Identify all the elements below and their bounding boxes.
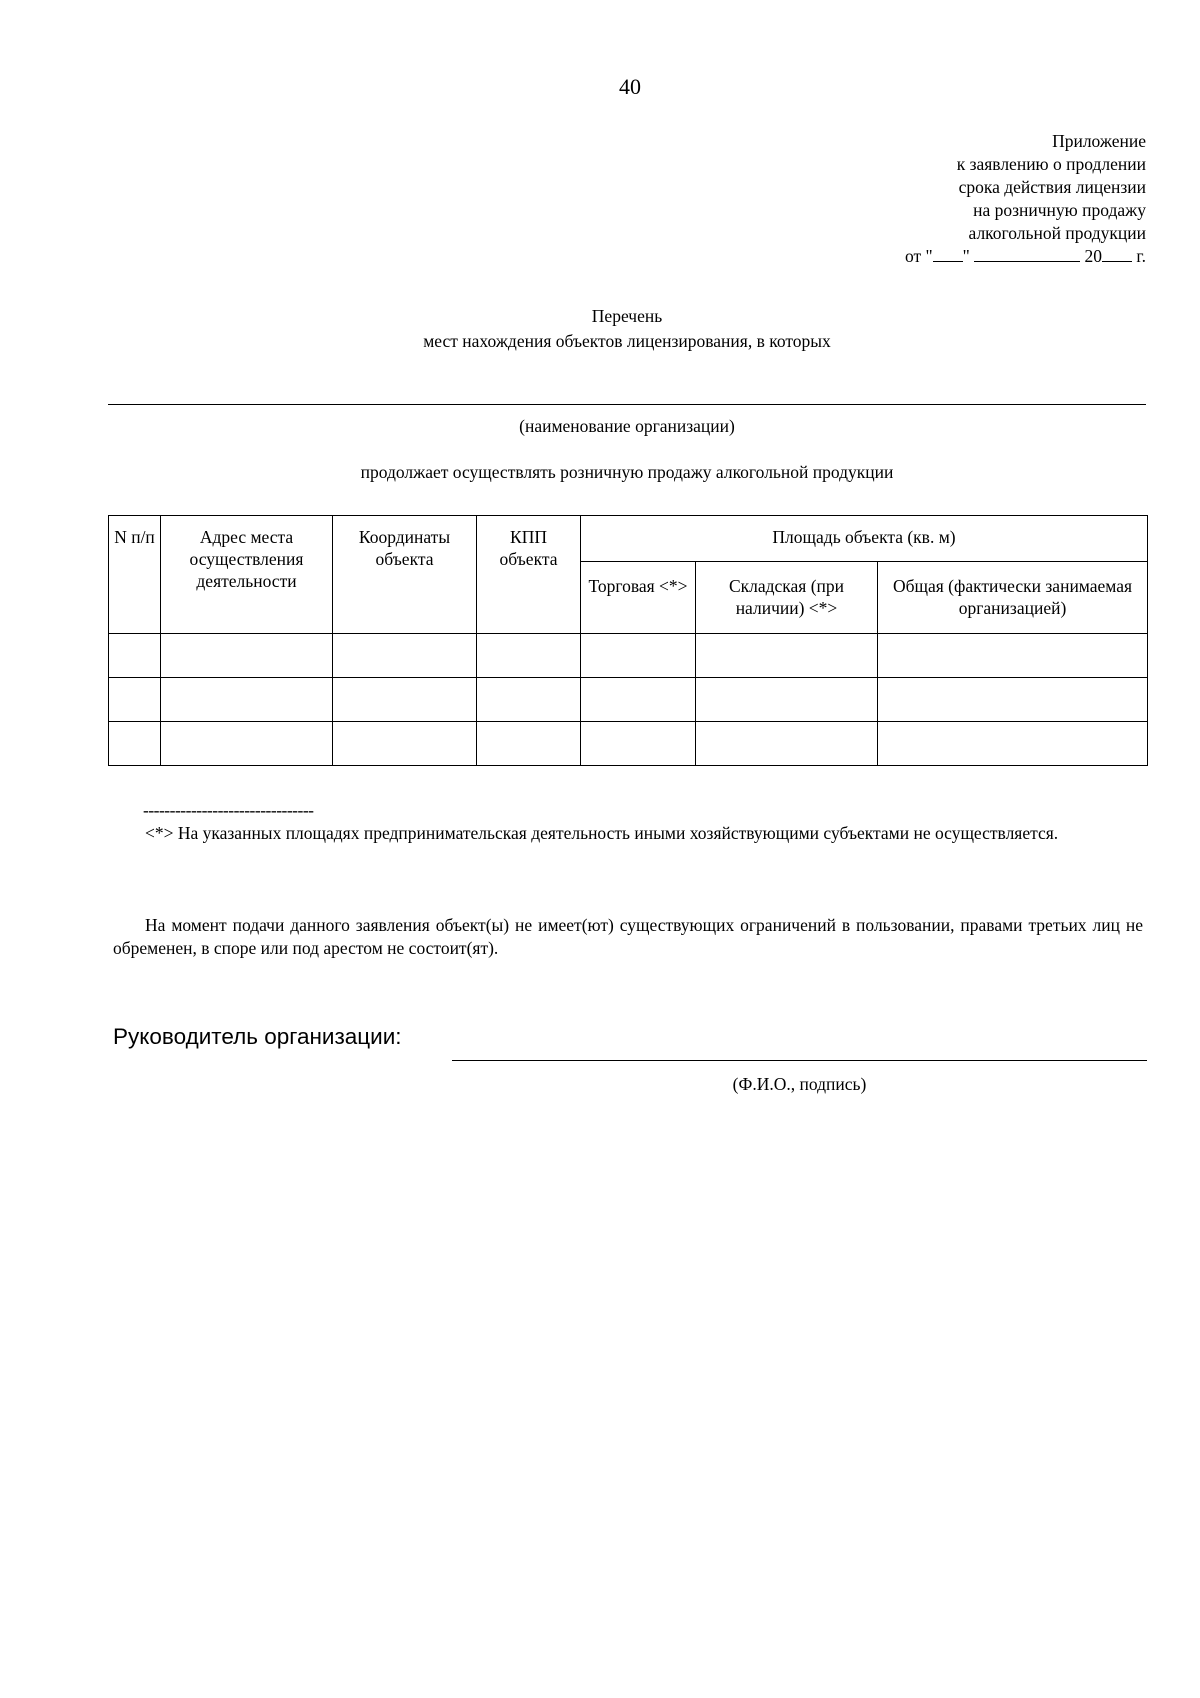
header-trade-area: Торговая <*> (581, 562, 696, 634)
date-quote-close: " (962, 246, 970, 266)
table-cell[interactable] (109, 722, 161, 766)
header-total-area: Общая (фактически занимаемая организацией) (878, 562, 1148, 634)
table-cell[interactable] (477, 678, 581, 722)
date-prefix: от " (904, 246, 933, 266)
appendix-block (905, 130, 1146, 268)
table-cell[interactable] (109, 634, 161, 678)
table-cell[interactable] (878, 722, 1148, 766)
places-table (108, 515, 1148, 766)
table-row (109, 634, 1148, 678)
header-address: Адрес места осуществления деятельности (161, 516, 333, 634)
table-cell[interactable] (696, 678, 878, 722)
table-cell[interactable] (161, 722, 333, 766)
header-coordinates: Координаты объекта (333, 516, 477, 634)
table-cell[interactable] (333, 678, 477, 722)
table-cell[interactable] (161, 634, 333, 678)
month-blank[interactable] (974, 245, 1080, 262)
day-blank[interactable] (933, 245, 963, 262)
table-row (109, 678, 1148, 722)
signature-label: Руководитель организации: (113, 1024, 402, 1049)
table-cell[interactable] (696, 634, 878, 678)
signature-caption: (Ф.И.О., подпись) (732, 1074, 867, 1094)
table-cell[interactable] (161, 678, 333, 722)
title-line-1: Перечень (591, 306, 663, 326)
organization-name-line[interactable] (108, 404, 1146, 405)
table-cell[interactable] (333, 634, 477, 678)
header-num: N п/п (109, 516, 161, 634)
table-cell[interactable] (581, 634, 696, 678)
appendix-line: Приложение (1052, 131, 1146, 151)
table-cell[interactable] (333, 722, 477, 766)
table-cell[interactable] (581, 722, 696, 766)
table-cell[interactable] (581, 678, 696, 722)
appendix-line: на розничную продажу (973, 200, 1146, 220)
table-cell[interactable] (878, 678, 1148, 722)
date-year-prefix: 20 (1084, 246, 1103, 266)
table-cell[interactable] (109, 678, 161, 722)
date-suffix: г. (1132, 246, 1146, 266)
notice-text: На момент подачи данного заявления объект(ы) не имеет(ют) существующих ограничений в пользовании, правами третьих лиц не обременен, в споре или под арестом не состоит(ят). (113, 915, 1143, 958)
footnote-separator: -------------------------------- (143, 800, 314, 820)
table-cell[interactable] (696, 722, 878, 766)
organization-caption: (наименование организации) (519, 416, 735, 436)
header-storage-area: Складская (при наличии) <*> (696, 562, 878, 634)
page-number: 40 (619, 74, 641, 99)
continues-text: продолжает осуществлять розничную продажу алкогольной продукции (360, 462, 894, 482)
table-cell[interactable] (477, 634, 581, 678)
appendix-date (905, 245, 1146, 268)
appendix-line: алкогольной продукции (968, 223, 1146, 243)
appendix-line: срока действия лицензии (958, 177, 1146, 197)
table-cell[interactable] (878, 634, 1148, 678)
title-line-2: мест нахождения объектов лицензирования, в которых (423, 331, 831, 351)
appendix-line: к заявлению о продлении (956, 154, 1146, 174)
header-kpp: КПП объекта (477, 516, 581, 634)
table-cell[interactable] (477, 722, 581, 766)
table-row (109, 722, 1148, 766)
footnote-text: <*> На указанных площадях предпринимательская деятельность иными хозяйствующими субъектами не осуществляется. (145, 823, 1059, 843)
year-blank[interactable] (1102, 245, 1132, 262)
header-area: Площадь объекта (кв. м) (581, 516, 1148, 562)
document-title (108, 304, 1146, 354)
signature-line[interactable] (452, 1060, 1147, 1061)
